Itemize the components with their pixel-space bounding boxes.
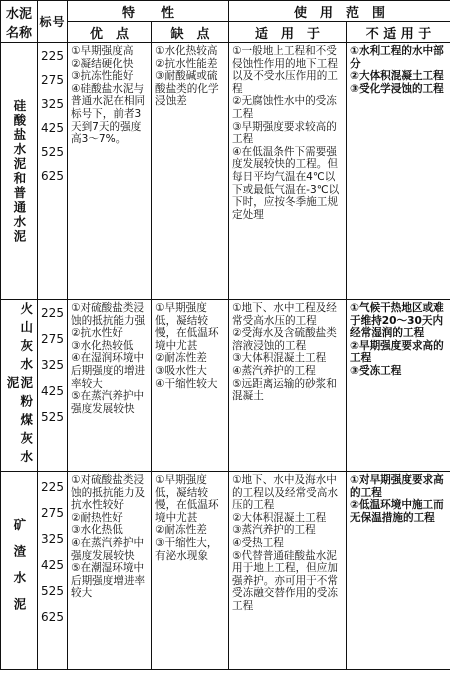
header-unsuitable: 不 适 用 于 — [347, 22, 450, 43]
list-item: ①对早期强度要求高的工程 — [350, 474, 447, 499]
list-item: ③受化学浸蚀的工程 — [350, 83, 447, 96]
list-item: ②耐热性好 — [71, 512, 148, 525]
disadvantages-cell — [152, 43, 229, 300]
header-suitable: 适 用 于 — [229, 22, 347, 43]
list-item: ④受热工程 — [232, 537, 343, 550]
list-item: ③抗冻性能好 — [71, 70, 148, 83]
header-grade: 标号 — [38, 1, 68, 43]
grade-cell — [38, 43, 68, 300]
advantages-cell — [68, 472, 152, 670]
grade-list — [38, 300, 67, 424]
grade-list — [38, 43, 67, 183]
list-item: ⑤代替普通硅酸盐水泥用于地上工程，但应加强养护。亦可用于不常受冻融交替作用的受冻工程 — [232, 550, 343, 613]
disadvantages-list — [152, 43, 228, 108]
list-item: ③受冻工程 — [350, 365, 447, 378]
header-cement-name — [1, 1, 38, 43]
list-item: ②大体积混凝土工程 — [350, 70, 447, 83]
list-item: ③干缩性大，有泌水现象 — [155, 537, 225, 562]
grade-value: 225 — [41, 306, 64, 320]
cement-name: 硅酸盐水泥和普通水泥 — [12, 99, 26, 244]
cement-name-cell — [1, 300, 38, 472]
disadvantages-list — [152, 300, 228, 390]
header-properties: 特 性 — [68, 1, 229, 22]
advantages-list — [68, 43, 151, 146]
list-item: ②大体积混凝土工程 — [232, 512, 343, 525]
list-item: ③蒸汽养护的工程 — [232, 524, 343, 537]
list-item: ①早期强度高 — [71, 45, 148, 58]
suitable-list — [229, 43, 346, 221]
disadvantages-cell — [152, 472, 229, 670]
list-item: ④蒸汽养护的工程 — [232, 365, 343, 378]
list-item: ①一般地上工程和不受侵蚀性作用的地下工程以及不受水压作用的工程 — [232, 45, 343, 95]
grade-cell — [38, 300, 68, 472]
list-item: ①对硫酸盐类浸蚀的抵抗能力强 — [71, 302, 148, 327]
grade-value: 325 — [41, 532, 64, 546]
list-item: ②早期强度要求高的工程 — [350, 340, 447, 365]
list-item: ①气候干热地区或难于维持20～30天内经常湿润的工程 — [350, 302, 447, 340]
table-row — [1, 300, 450, 472]
list-item: ③大体积混凝土工程 — [232, 352, 343, 365]
grade-value: 275 — [41, 332, 64, 346]
list-item: ①水化热较高 — [155, 45, 225, 58]
unsuitable-list — [347, 472, 450, 524]
list-item: ④在湿润环境中后期强度的增进率较大 — [71, 352, 148, 390]
unsuitable-list — [347, 43, 450, 95]
list-item: ②耐冻性差 — [155, 352, 225, 365]
header-name-line1: 水泥 — [1, 3, 37, 22]
grade-value: 425 — [41, 558, 64, 572]
list-item: ③耐酸碱或硫酸盐类的化学浸蚀差 — [155, 70, 225, 108]
list-item: ①早期强度低，凝结较慢，在低温环境中尤甚 — [155, 474, 225, 524]
grade-value: 525 — [41, 410, 64, 424]
grade-value: 425 — [41, 121, 64, 135]
grade-value: 275 — [41, 506, 64, 520]
cement-name: 火山灰水泥粉煤灰水泥 — [5, 300, 33, 471]
grade-value: 425 — [41, 384, 64, 398]
grade-value: 325 — [41, 97, 64, 111]
list-item: ③水化热较低 — [71, 340, 148, 353]
suitable-cell — [229, 43, 347, 300]
unsuitable-cell — [347, 300, 450, 472]
header-disadvantages: 缺 点 — [152, 22, 229, 43]
list-item: ②凝结硬化快 — [71, 58, 148, 71]
grade-value: 525 — [41, 145, 64, 159]
advantages-cell — [68, 300, 152, 472]
list-item: ③早期强度要求较高的工程 — [232, 121, 343, 146]
disadvantages-cell — [152, 300, 229, 472]
grade-list — [38, 472, 67, 624]
list-item: ④在蒸汽养护中强度发展较快 — [71, 537, 148, 562]
advantages-list — [68, 472, 151, 600]
suitable-list — [229, 472, 346, 613]
grade-value: 275 — [41, 73, 64, 87]
suitable-cell — [229, 472, 347, 670]
header-advantages: 优 点 — [68, 22, 152, 43]
grade-value: 325 — [41, 358, 64, 372]
grade-value: 225 — [41, 49, 64, 63]
suitable-list — [229, 300, 346, 403]
list-item: ①水利工程的水中部分 — [350, 45, 447, 70]
header-usage: 使 用 范 围 — [229, 1, 450, 22]
suitable-cell — [229, 300, 347, 472]
list-item: ①对硫酸盐类浸蚀的抵抗能力及抗水性较好 — [71, 474, 148, 512]
grade-value: 625 — [41, 610, 64, 624]
list-item: ②无腐蚀性水中的受冻工程 — [232, 95, 343, 120]
list-item: ④在低温条件下需要强度发展较快的工程。但每日平均气温在4℃以下或最低气温在-3℃以下时，应按冬季施工规定处理 — [232, 146, 343, 222]
grade-value: 625 — [41, 169, 64, 183]
unsuitable-cell — [347, 472, 450, 670]
list-item: ③水化热低 — [71, 524, 148, 537]
cement-name-cell — [1, 43, 38, 300]
list-item: ①早期强度低，凝结较慢，在低温环境中尤甚 — [155, 302, 225, 352]
advantages-cell — [68, 43, 152, 300]
list-item: ④硅酸盐水泥与普通水泥在相同标号下，前者3天到7天的强度高3～7%。 — [71, 83, 148, 146]
list-item: ④干缩性较大 — [155, 378, 225, 391]
grade-value: 225 — [41, 480, 64, 494]
table-row — [1, 472, 450, 670]
list-item: ②耐冻性差 — [155, 524, 225, 537]
table-row — [1, 43, 450, 300]
list-item: ①地下、水中及海水中的工程以及经常受高水压的工程 — [232, 474, 343, 512]
list-item: ⑤在潮湿环境中后期强度增进率较大 — [71, 562, 148, 600]
cement-name-cell — [1, 472, 38, 670]
grade-value: 525 — [41, 584, 64, 598]
list-item: ②受海水及含硫酸盐类溶液浸蚀的工程 — [232, 327, 343, 352]
unsuitable-list — [347, 300, 450, 378]
list-item: ①地下、水中工程及经常受高水压的工程 — [232, 302, 343, 327]
list-item: ②低温环境中施工而无保温措施的工程 — [350, 499, 447, 524]
header-name-line2: 名称 — [1, 22, 37, 41]
cement-name: 矿渣水泥 — [12, 518, 26, 624]
list-item: ⑤远距离运输的砂浆和混凝土 — [232, 378, 343, 403]
disadvantages-list — [152, 472, 228, 562]
unsuitable-cell — [347, 43, 450, 300]
list-item: ⑤在蒸汽养护中强度发展较快 — [71, 390, 148, 415]
grade-cell — [38, 472, 68, 670]
list-item: ②抗水性能差 — [155, 58, 225, 71]
list-item: ②抗水性好 — [71, 327, 148, 340]
advantages-list — [68, 300, 151, 415]
list-item: ③吸水性大 — [155, 365, 225, 378]
